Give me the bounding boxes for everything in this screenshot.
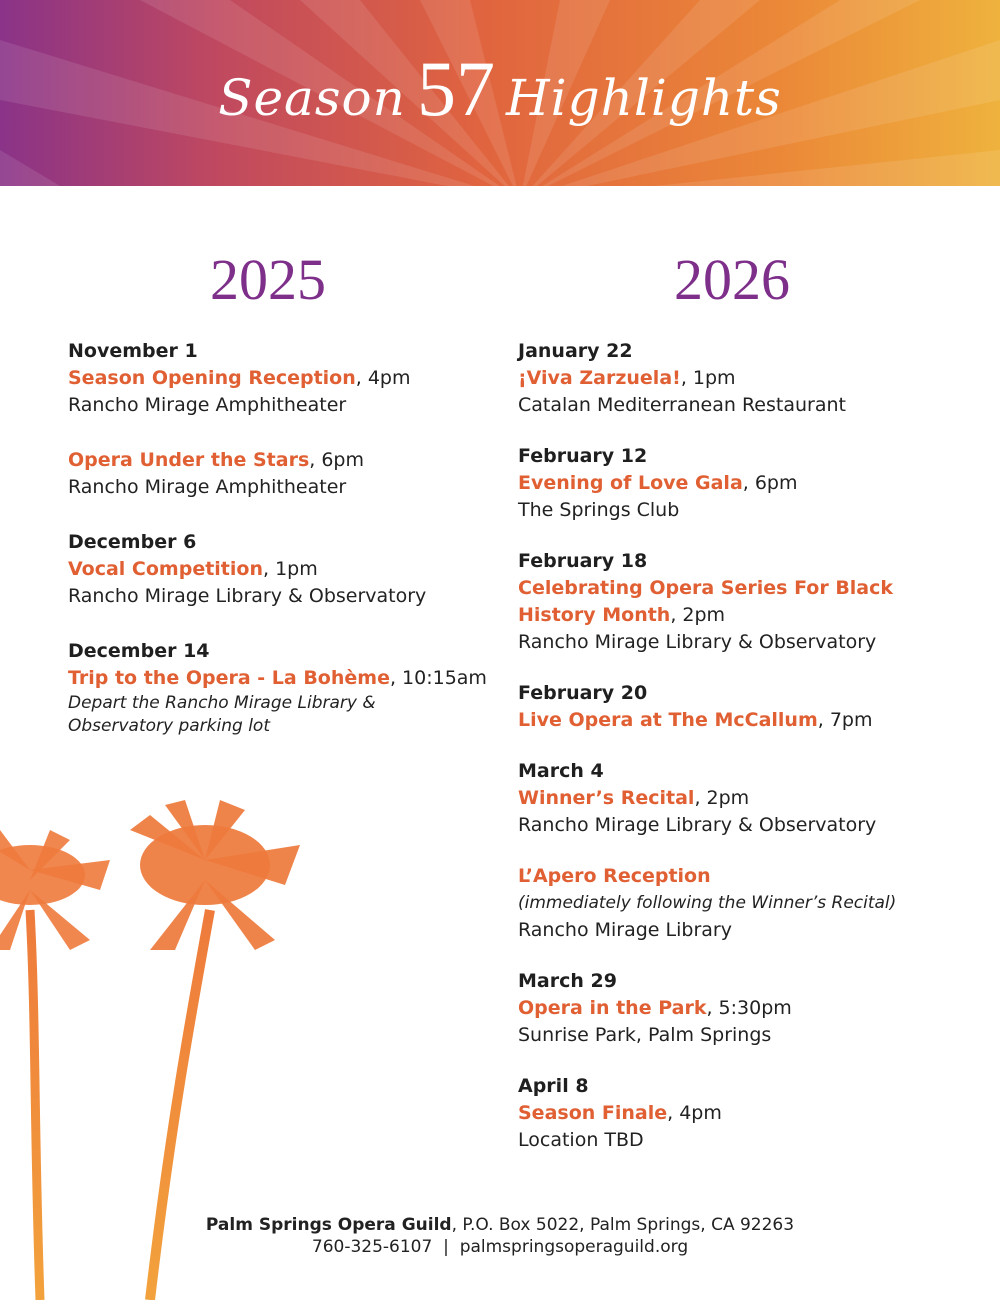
event-time: , 1pm [262, 558, 318, 580]
phone-number[interactable]: 760-325-6107 [311, 1237, 433, 1257]
event-date: April 8 [518, 1075, 589, 1097]
org-name: Palm Springs Opera Guild [205, 1215, 452, 1235]
event-title-line1: Celebrating Opera Series For Black [518, 577, 894, 599]
event-item [68, 638, 498, 738]
event-item [68, 529, 498, 610]
event-date: January 22 [518, 340, 633, 362]
event-date: December 14 [68, 640, 210, 662]
event-time: , 5:30pm [706, 997, 792, 1019]
event-title-line2: History Month [518, 604, 671, 626]
page-title [0, 44, 1000, 134]
event-date: December 6 [68, 531, 197, 553]
title-word-highlights: Highlights [506, 69, 782, 127]
event-time: , 6pm [309, 449, 364, 471]
event-time: , 2pm [694, 787, 750, 809]
event-location: Rancho Mirage Amphitheater [68, 394, 347, 416]
event-title: Opera in the Park [518, 997, 707, 1019]
event-time: , 2pm [670, 604, 726, 626]
event-time: , 6pm [742, 472, 798, 494]
event-time: , 4pm [355, 367, 411, 389]
event-time: , 7pm [817, 709, 873, 731]
event-location: Sunrise Park, Palm Springs [518, 1024, 772, 1046]
event-title: Season Finale [518, 1102, 668, 1124]
title-word-season: Season [218, 69, 406, 127]
org-address: , P.O. Box 5022, Palm Springs, CA 92263 [451, 1215, 795, 1235]
event-title: Live Opera at The McCallum [518, 709, 818, 731]
event-location: Rancho Mirage Library [518, 919, 732, 941]
event-title: L’Apero Reception [518, 865, 711, 887]
event-item [518, 548, 948, 656]
event-note: Depart the Rancho Mirage Library & Observatory parking lot [68, 693, 376, 736]
event-item [518, 443, 948, 524]
event-item [68, 338, 498, 419]
event-item [518, 338, 948, 419]
event-location: Rancho Mirage Library & Observatory [518, 814, 877, 836]
event-date: November 1 [68, 340, 198, 362]
event-item [518, 758, 948, 839]
year-heading-2026: 2026 [674, 247, 790, 312]
event-item [68, 447, 498, 501]
event-date: February 20 [518, 682, 648, 704]
event-date: February 18 [518, 550, 648, 572]
event-date: February 12 [518, 445, 648, 467]
event-time: , 10:15am [389, 667, 487, 689]
events-column-2025 [68, 338, 498, 738]
event-location: The Springs Club [518, 499, 680, 521]
event-title: Evening of Love Gala [518, 472, 743, 494]
event-title: Vocal Competition [68, 558, 263, 580]
website-link[interactable]: palmspringsoperaguild.org [459, 1237, 689, 1257]
event-location: Rancho Mirage Library & Observatory [68, 585, 427, 607]
footer-contact [0, 1214, 1000, 1258]
event-item [518, 1073, 948, 1154]
events-column-2026 [518, 338, 948, 1154]
event-time: , 4pm [667, 1102, 722, 1124]
event-item [518, 680, 948, 734]
event-date: March 4 [518, 760, 604, 782]
event-item [518, 863, 948, 944]
event-title: Opera Under the Stars [68, 449, 310, 471]
event-location: Rancho Mirage Library & Observatory [518, 631, 877, 653]
event-location: Location TBD [518, 1129, 644, 1151]
event-title: Season Opening Reception [68, 367, 356, 389]
event-date: March 29 [518, 970, 617, 992]
event-item [518, 968, 948, 1049]
event-title: ¡Viva Zarzuela! [518, 367, 681, 389]
event-location: Rancho Mirage Amphitheater [68, 476, 347, 498]
event-title: Trip to the Opera - La Bohème [68, 667, 390, 689]
title-number: 57 [416, 45, 495, 132]
footer-separator: | [443, 1237, 449, 1257]
event-title: Winner’s Recital [518, 787, 695, 809]
event-time: , 1pm [680, 367, 736, 389]
event-note: (immediately following the Winner’s Recital) [518, 893, 897, 913]
event-location: Catalan Mediterranean Restaurant [518, 394, 846, 416]
header-banner [0, 0, 1000, 186]
year-heading-2025: 2025 [210, 247, 326, 312]
